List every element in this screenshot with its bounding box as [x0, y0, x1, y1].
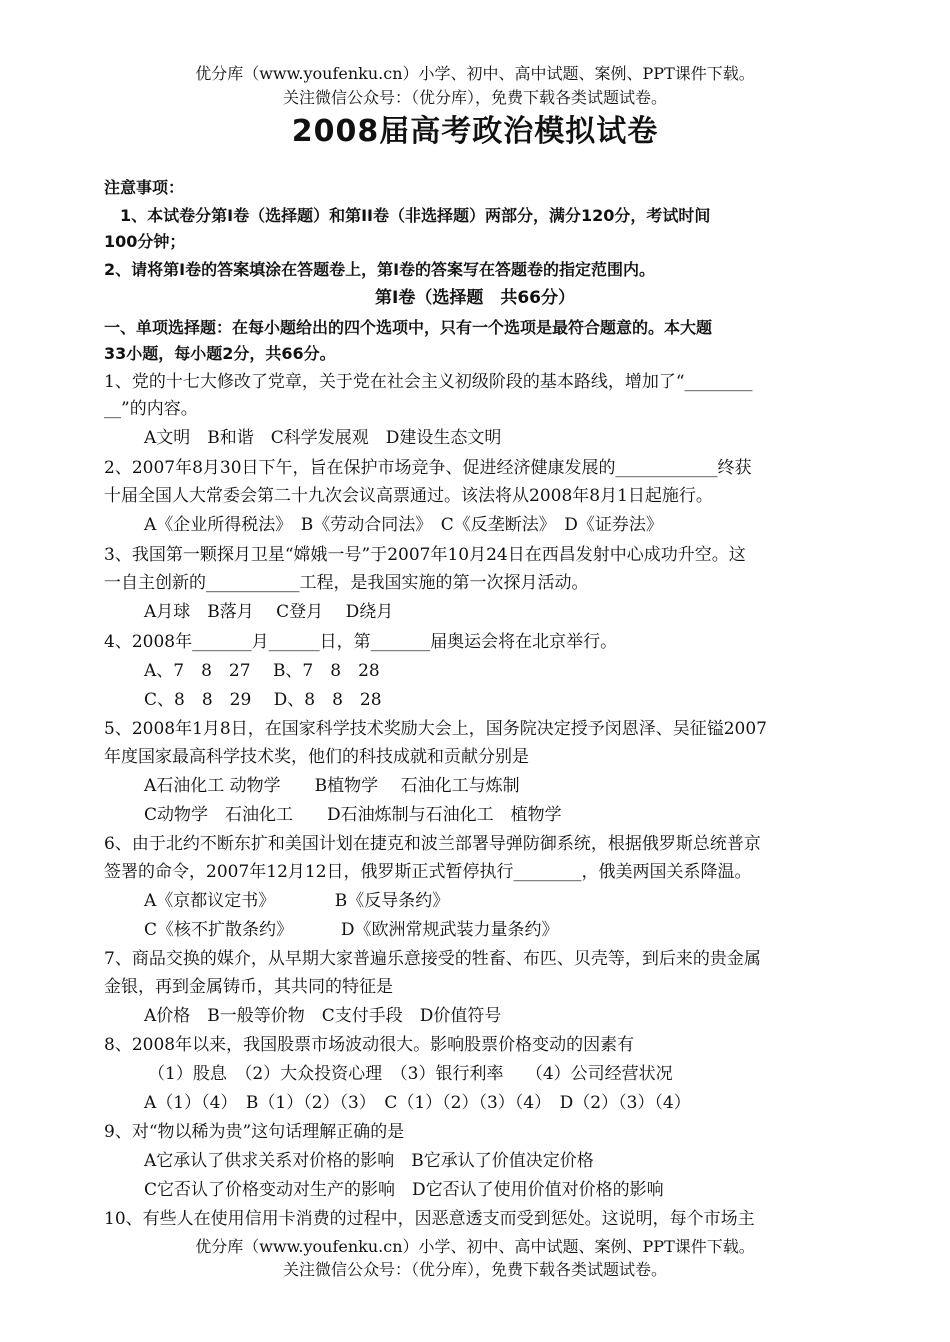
question-5-options-2: C动物学 石油化工 D石油炼制与石油化工 植物学	[144, 805, 562, 825]
footer-line-2: 关注微信公众号：（优分库），免费下载各类试题试卷。	[282, 1260, 667, 1279]
header-line-1: 优分库（www.youfenku.cn）小学、初中、高中试题、案例、PPT课件下载。	[195, 64, 755, 83]
question-2: 2、2007年8月30日下午，旨在保护市场竞争、促进经济健康发展的____________终获	[104, 458, 752, 478]
notes-item-2: 2、请将第Ⅰ卷的答案填涂在答题卷上，第Ⅰ卷的答案写在答题卷的指定范围内。	[104, 260, 656, 279]
question-1-options: A文明 B和谐 C科学发展观 D建设生态文明	[144, 428, 502, 448]
question-2-cont: 十届全国人大常委会第二十九次会议高票通过。该法将从2008年8月1日起施行。	[104, 486, 713, 506]
question-4-options-1: A、7 8 27 B、7 8 28	[144, 661, 380, 681]
footer-line-1: 优分库（www.youfenku.cn）小学、初中、高中试题、案例、PPT课件下载。	[195, 1237, 755, 1256]
question-6-options-2: C《核不扩散条约》 D《欧洲常规武装力量条约》	[144, 920, 559, 940]
question-1: 1、党的十七大修改了党章，关于党在社会主义初级阶段的基本路线，增加了“________	[104, 372, 753, 392]
question-6: 6、由于北约不断东扩和美国计划在捷克和波兰部署导弹防御系统，根据俄罗斯总统普京	[104, 834, 761, 854]
question-4: 4、2008年_______月______日，第_______届奥运会将在北京举行。	[104, 632, 618, 652]
question-5-options-1: A石油化工 动物学 B植物学 石油化工与炼制	[144, 776, 520, 796]
question-6-options-1: A《京都议定书》 B《反导条约》	[144, 891, 450, 911]
header-line-2: 关注微信公众号：（优分库），免费下载各类试题试卷。	[282, 88, 667, 107]
question-6-cont: 签署的命令，2007年12月12日，俄罗斯正式暂停执行________，俄美两国关系降温。	[104, 862, 752, 882]
question-9-options-2: C它否认了价格变动对生产的影响 D它否认了使用价值对价格的影响	[144, 1180, 664, 1200]
section-instruction-cont: 33小题，每小题2分，共66分。	[104, 344, 336, 363]
question-8-options: A（1）（4） B（1）（2）（3） C（1）（2）（3）（4） D（2）（3）（4）	[144, 1093, 691, 1113]
question-1-cont: __”的内容。	[104, 399, 198, 419]
question-8-items: （1）股息 （2）大众投资心理 （3）银行利率 （4）公司经营状况	[148, 1064, 673, 1084]
question-3: 3、我国第一颗探月卫星“嫦娥一号”于2007年10月24日在西昌发射中心成功升空。这	[104, 545, 746, 565]
section-instruction: 一、单项选择题：在每小题给出的四个选项中，只有一个选项是最符合题意的。本大题	[104, 318, 713, 337]
question-9: 9、对“物以稀为贵”这句话理解正确的是	[104, 1122, 405, 1142]
question-7-cont: 金银，再到金属铸币，其共同的特征是	[104, 977, 393, 997]
notes-heading: 注意事项：	[104, 178, 185, 197]
question-5-cont: 年度国家最高科学技术奖，他们的科技成就和贡献分别是	[104, 747, 529, 767]
question-5: 5、2008年1月8日，在国家科学技术奖励大会上，国务院决定授予闵恩泽、吴征镒2007	[104, 719, 767, 739]
question-4-options-2: C、8 8 29 D、8 8 28	[144, 690, 382, 710]
question-2-options: A《企业所得税法》 B《劳动合同法》 C《反垄断法》 D《证券法》	[144, 515, 663, 535]
question-9-options-1: A它承认了供求关系对价格的影响 B它承认了价值决定价格	[144, 1151, 594, 1171]
notes-item-1: 1、本试卷分第Ⅰ卷（选择题）和第II卷（非选择题）两部分，满分120分，考试时间	[120, 206, 711, 225]
section-title: 第Ⅰ卷（选择题 共66分）	[375, 288, 575, 308]
page-title: 2008届高考政治模拟试卷	[291, 114, 659, 149]
question-7-options: A价格 B一般等价物 C支付手段 D价值符号	[144, 1006, 502, 1026]
question-8: 8、2008年以来，我国股票市场波动很大。影响股票价格变动的因素有	[104, 1035, 635, 1055]
question-3-cont: 一自主创新的___________工程，是我国实施的第一次探月活动。	[104, 573, 589, 593]
question-10: 10、有些人在使用信用卡消费的过程中，因恶意透支而受到惩处。这说明，每个市场主	[104, 1209, 755, 1229]
notes-item-1-cont: 100分钟；	[104, 232, 186, 251]
question-3-options: A月球 B落月 C登月 D绕月	[144, 602, 394, 622]
question-7: 7、商品交换的媒介，从早期大家普遍乐意接受的牲畜、布匹、贝壳等，到后来的贵金属	[104, 949, 761, 969]
